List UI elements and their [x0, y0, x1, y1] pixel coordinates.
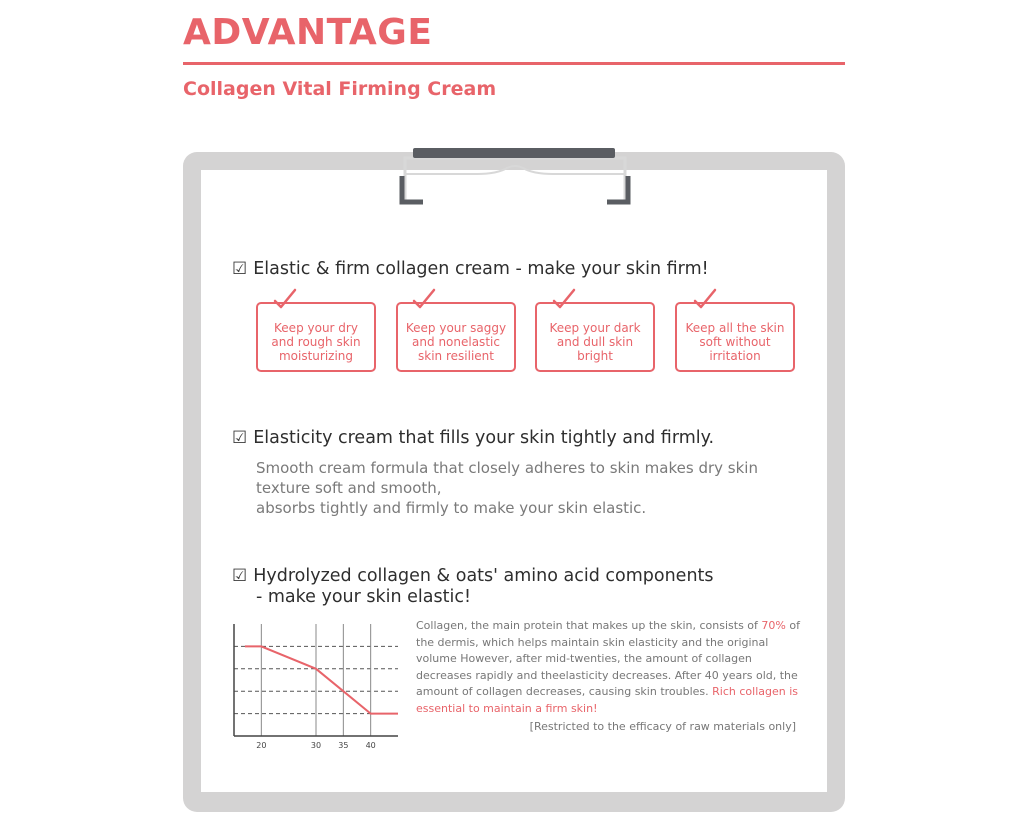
section1-heading-text: Elastic & firm collagen cream - make your skin firm! — [253, 259, 709, 279]
chart-series-line — [245, 646, 398, 713]
checkbox-checked-icon: ☑ — [232, 566, 248, 586]
section3-heading-text: Hydrolyzed collagen & oats' amino acid components — [253, 566, 714, 586]
section2-body-line: texture soft and smooth, — [256, 479, 442, 497]
section2-heading — [232, 428, 714, 448]
chart-tick-label: 40 — [365, 741, 376, 750]
collagen-description — [416, 618, 806, 717]
section2-body-line: absorbs tightly and firmly to make your skin elastic. — [256, 499, 647, 517]
clipboard-clip-icon — [397, 144, 633, 210]
product-name: Collagen Vital Firming Cream — [183, 78, 497, 100]
chart-tick-label: 20 — [256, 741, 267, 750]
section2-body — [256, 458, 816, 518]
section1-heading — [232, 259, 709, 279]
desc-highlight: Rich collagen is essential to maintain a firm skin! — [416, 685, 799, 715]
title-divider — [183, 62, 845, 65]
desc-percent: 70% — [761, 619, 786, 632]
section3-heading-line2: - make your skin elastic! — [256, 587, 471, 607]
checkbox-checked-icon: ☑ — [232, 428, 248, 448]
desc-text: of the dermis, which helps maintain skin elasticity and the original volume However, after mid-twenties, the amount of collagen decreases rapidly and theelasticity decreases. After 40 years old, the amount of collagen decreases, causing skin troubles. — [416, 619, 800, 698]
chart-tick-label: 30 — [310, 741, 322, 750]
section3-heading — [232, 566, 714, 586]
collagen-chart — [226, 620, 406, 752]
chart-tick-label: 35 — [338, 741, 349, 750]
desc-text: Collagen, the main protein that makes up the skin, consists of — [416, 619, 758, 632]
page-title: ADVANTAGE — [183, 12, 433, 53]
checkbox-checked-icon: ☑ — [232, 259, 248, 279]
section2-heading-text: Elasticity cream that fills your skin tightly and firmly. — [253, 428, 715, 448]
benefit-card-moisturizing: Keep your dry and rough skin moisturizing — [256, 302, 376, 372]
benefit-card-resilient: Keep your saggy and nonelastic skin resilient — [396, 302, 516, 372]
benefit-card-bright: Keep your dark and dull skin bright — [535, 302, 655, 372]
section2-body-line: Smooth cream formula that closely adheres to skin makes dry skin — [256, 459, 758, 477]
benefit-card-soft: Keep all the skin soft without irritation — [675, 302, 795, 372]
disclaimer-note: [Restricted to the efficacy of raw materials only] — [529, 720, 796, 733]
